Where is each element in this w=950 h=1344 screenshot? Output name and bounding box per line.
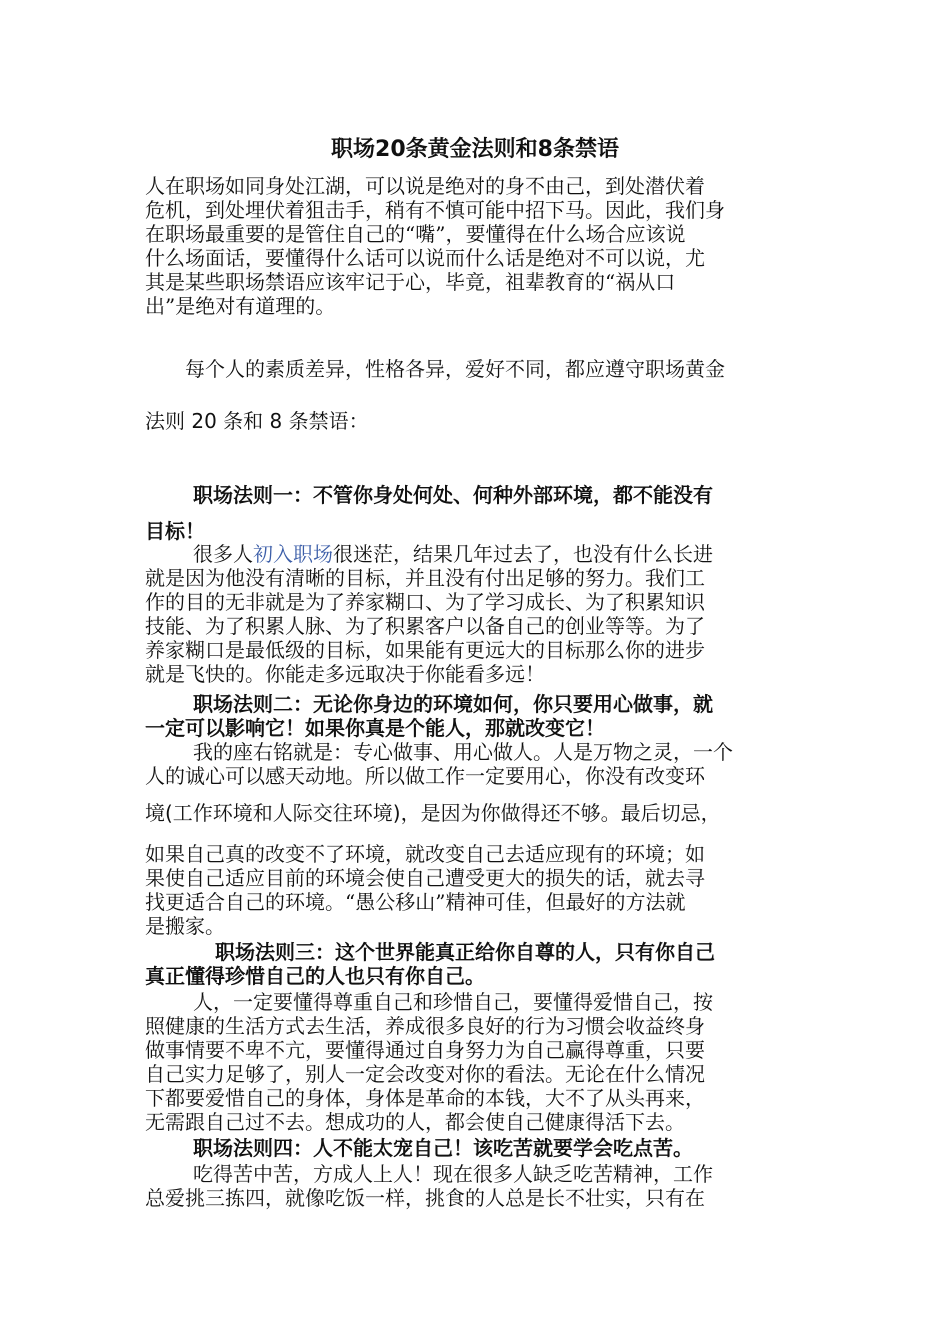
second-paragraph [145, 354, 810, 384]
paragraph-line: 法则 20 条和 8 条禁语： [145, 409, 369, 433]
body-line: 我的座右铭就是：专心做事、用心做人。人是万物之灵，一个 [193, 740, 733, 764]
intro-paragraph [145, 174, 810, 318]
body-line: 照健康的生活方式去生活，养成很多良好的行为习惯会收益终身 [145, 1014, 705, 1038]
intro-line: 其是某些职场禁语应该牢记于心，毕竟，祖辈教育的“祸从口 [145, 270, 676, 294]
body-line: 做事情要不卑不亢，要懂得通过自身努力为自己赢得尊重，只要 [145, 1038, 705, 1062]
body-text: 很迷茫，结果几年过去了，也没有什么长进 [333, 542, 713, 566]
document-title: 职场20条黄金法则和8条禁语 [331, 137, 619, 162]
body-line: 技能、为了积累人脉、为了积累客户以备自己的创业等等。为了 [145, 614, 705, 638]
intro-line: 什么场面话，要懂得什么话可以说而什么话是绝对不可以说，尤 [145, 246, 705, 270]
body-line: 就是因为他没有清晰的目标，并且没有付出足够的努力。我们工 [145, 566, 705, 590]
body-line: 下都要爱惜自己的身体，身体是革命的本钱，大不了从头再来， [145, 1086, 705, 1110]
heading-line: 职场法则一：不管你身处何处、何种外部环境，都不能没有 [193, 483, 713, 507]
first-job-link[interactable]: 初入职场 [253, 542, 333, 566]
rule2-body [145, 740, 810, 788]
body-line: 境(工作环境和人际交往环境)，是因为你做得还不够。最后切忌， [145, 801, 721, 825]
intro-line: 人在职场如同身处江湖，可以说是绝对的身不由己，到处潜伏着 [145, 174, 705, 198]
second-paragraph-end [145, 406, 810, 436]
heading-line: 目标！ [145, 519, 205, 543]
body-line: 如果自己真的改变不了环境，就改变自己去适应现有的环境；如 [145, 842, 705, 866]
rule2-body-end [145, 842, 810, 938]
body-line: 人的诚心可以感天动地。所以做工作一定要用心，你没有改变环 [145, 764, 705, 788]
rule4-heading [145, 1136, 810, 1160]
rule4-body [145, 1162, 810, 1210]
body-line: 养家糊口是最低级的目标，如果能有更远大的目标那么你的进步 [145, 638, 705, 662]
intro-line: 危机，到处埋伏着狙击手，稍有不慎可能中招下马。因此，我们身 [145, 198, 725, 222]
body-line: 就是飞快的。你能走多远取决于你能看多远！ [145, 662, 545, 686]
rule1-body [145, 542, 810, 686]
rule2-heading [145, 692, 810, 740]
intro-line: 出”是绝对有道理的。 [145, 294, 336, 318]
body-line: 吃得苦中苦，方成人上人！现在很多人缺乏吃苦精神，工作 [193, 1162, 713, 1186]
body-text: 很多人 [193, 542, 253, 566]
heading-line: 职场法则三：这个世界能真正给你自尊的人，只有你自己 [215, 940, 715, 964]
body-line: 作的目的无非就是为了养家糊口、为了学习成长、为了积累知识 [145, 590, 705, 614]
body-line: 是搬家。 [145, 914, 225, 938]
heading-line: 职场法则四：人不能太宠自己！该吃苦就要学会吃点苦。 [193, 1136, 693, 1160]
rule3-body [145, 990, 810, 1134]
rule1-heading [145, 480, 810, 510]
body-line: 找更适合自己的环境。“愚公移山”精神可佳，但最好的方法就 [145, 890, 686, 914]
paragraph-line: 每个人的素质差异，性格各异，爱好不同，都应遵守职场黄金 [185, 357, 725, 381]
body-line: 自己实力足够了，别人一定会改变对你的看法。无论在什么情况 [145, 1062, 705, 1086]
heading-line: 一定可以影响它！如果你真是个能人，那就改变它！ [145, 716, 605, 740]
heading-line: 职场法则二：无论你身边的环境如何，你只要用心做事，就 [193, 692, 713, 716]
body-line: 无需跟自己过不去。想成功的人，都会使自己健康得活下去。 [145, 1110, 685, 1134]
body-line: 总爱挑三拣四，就像吃饭一样，挑食的人总是长不壮实，只有在 [145, 1186, 705, 1210]
rule3-heading [145, 940, 810, 988]
body-line: 果使自己适应目前的环境会使自己遭受更大的损失的话，就去寻 [145, 866, 705, 890]
rule2-body-mid [145, 798, 810, 828]
body-line [145, 542, 810, 566]
heading-line: 真正懂得珍惜自己的人也只有你自己。 [145, 964, 485, 988]
body-line: 人，一定要懂得尊重自己和珍惜自己，要懂得爱惜自己，按 [193, 990, 713, 1014]
intro-line: 在职场最重要的是管住自己的“嘴”，要懂得在什么场合应该说 [145, 222, 686, 246]
